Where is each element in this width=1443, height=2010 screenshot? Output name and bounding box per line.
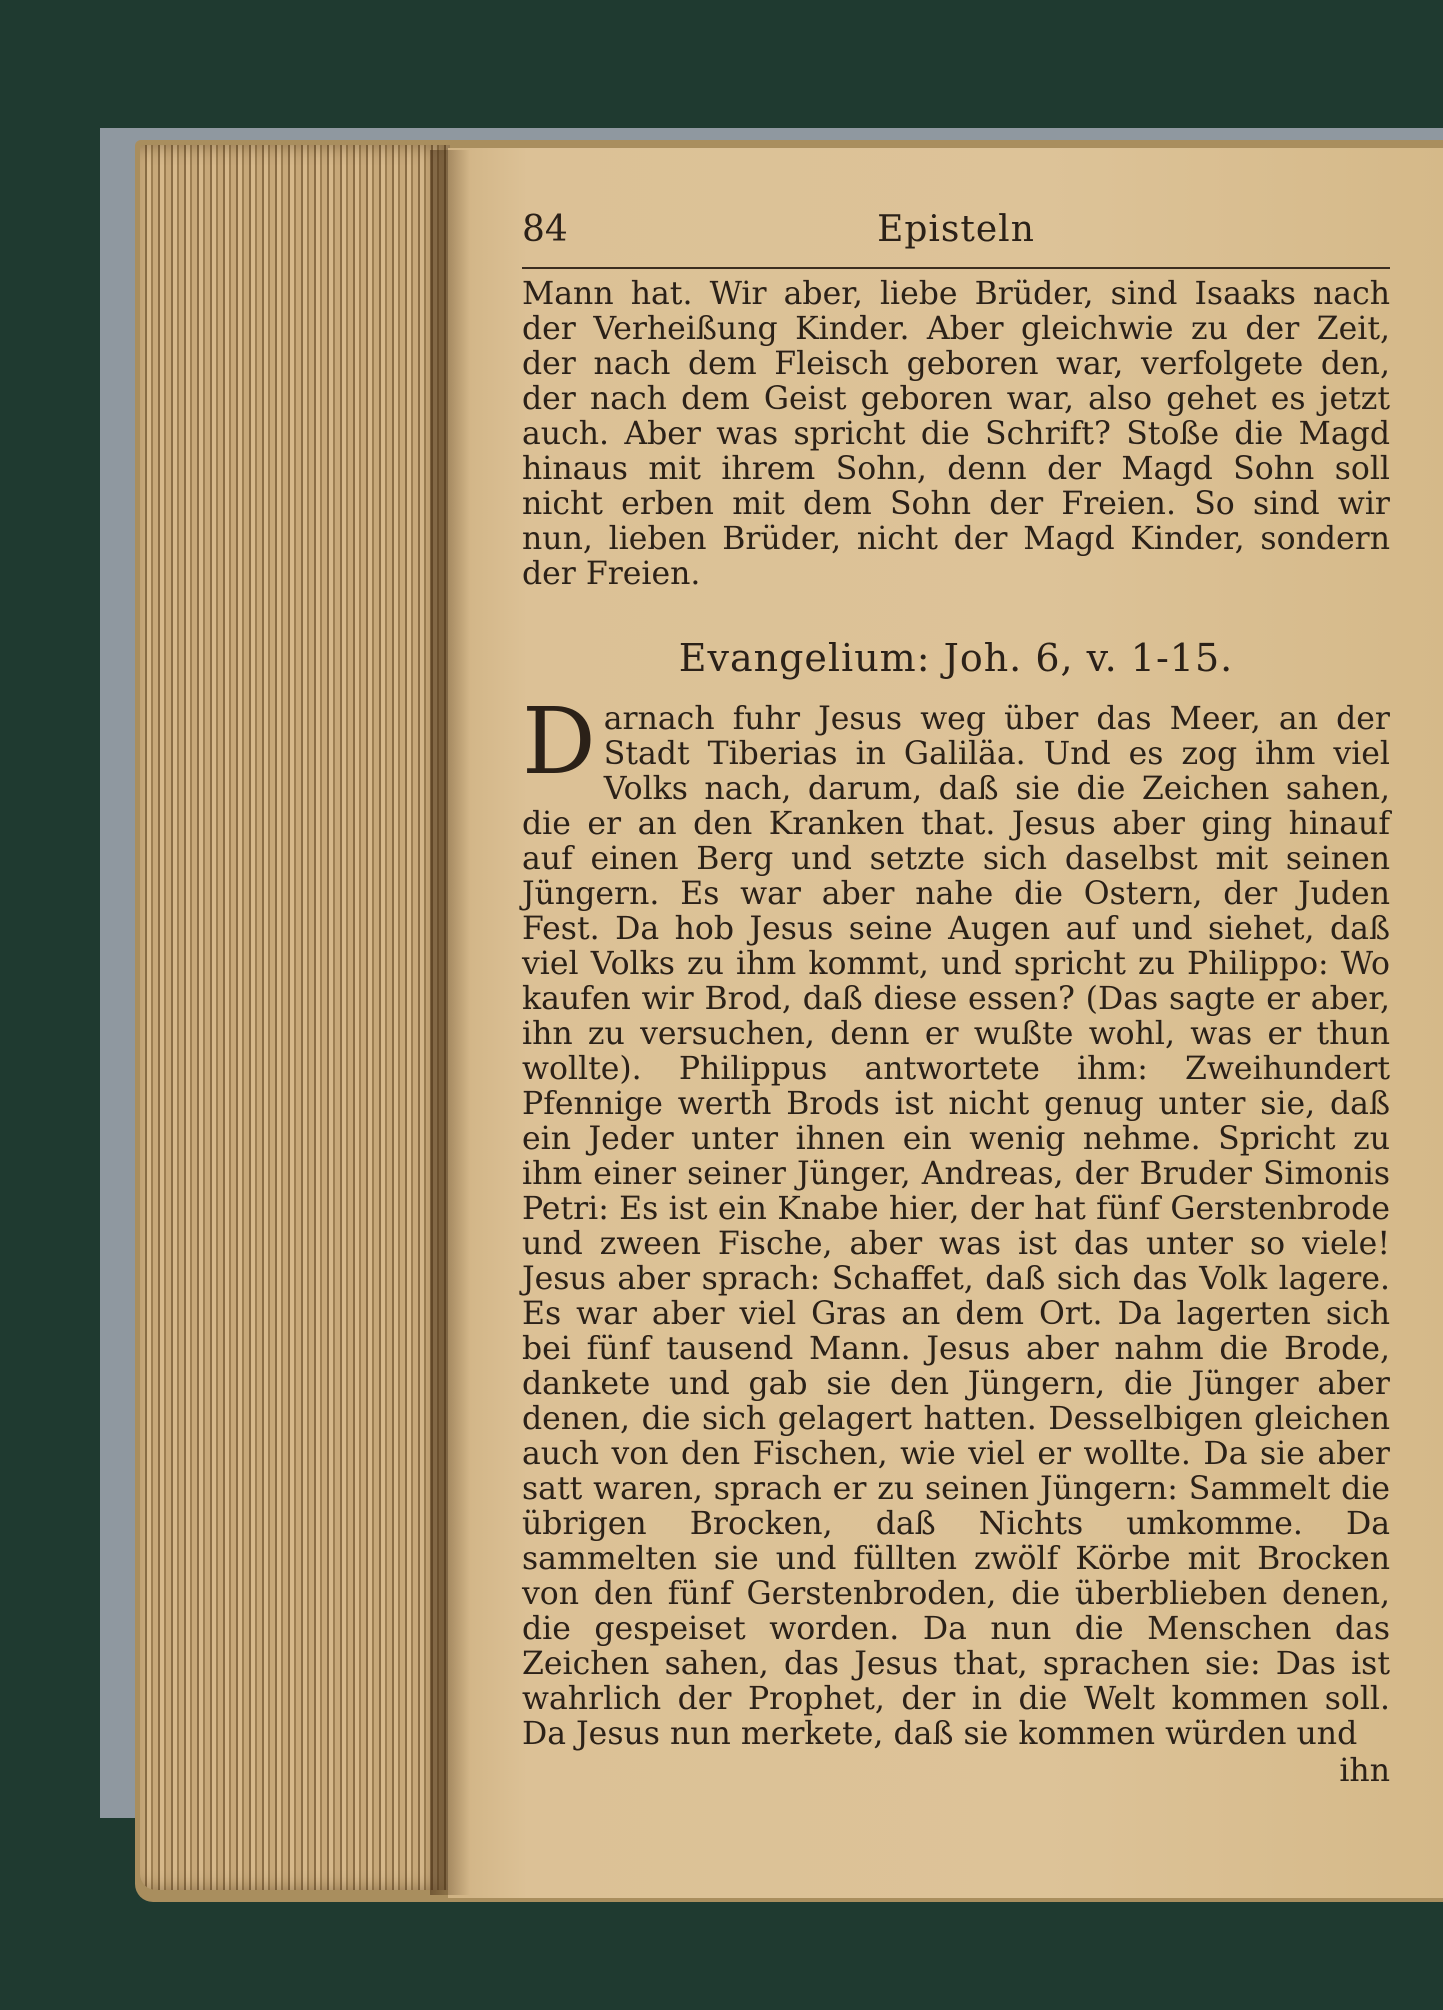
page-edges [140,145,450,1890]
gospel-heading: Evangelium: Joh. 6, v. 1-15. [678,636,1234,680]
epistle-text: Mann hat. Wir aber, liebe Brüder, sind Isaaks nach der Verheißung Kinder. Aber gleichwie zu der Zeit, der nach dem Fleisch geboren war, verfolgete den, der nach dem Geist geboren war, also gehet es jetzt auch. Aber was spricht die Schrift? Stoße die Magd hinaus mit ihrem Sohn, denn der Magd Sohn soll nicht erben mit dem Sohn der Freien. So sind wir nun, lieben Brüder, nicht der Magd Kinder, sondern der Freien. [522,276,1390,592]
header-title: Episteln [877,209,1035,250]
gospel-text: arnach fuhr Jesus weg über das Meer, an der Stadt Tiberias in Galiläa. Und es zog ihm viel Volks nach, darum, daß sie die Zeichen sahen, die er an den Kranken that. Jesus aber ging hinauf auf einen Berg und setzte sich daselbst mit seinen Jüngern. Es war aber nahe die Ostern, der Juden Fest. Da hob Jesus seine Augen auf und siehet, daß viel Volks zu ihm kommt, und spricht zu Philippo: Wo kaufen wir Brod, daß diese essen? (Das sagte er aber, ihn zu versuchen, denn er wußte wohl, was er thun wollte). Philippus antwortete ihm: Zweihundert Pfennige werth Brods ist nicht genug unter sie, daß ein Jeder unter ihnen ein wenig nehme. Spricht zu ihm einer seiner Jünger, Andreas, der Bruder Simonis Petri: Es ist ein Knabe hier, der hat fünf Gerstenbrode und zween Fische, aber was ist das unter so viele! Jesus aber sprach: Schaffet, daß sich das Volk lagere. Es war aber viel Gras an dem Ort. Da lagerten sich bei fünf tausend Mann. Jesus aber nahm die Brode, dankete und gab sie den Jüngern, die Jünger aber denen, die sich gelagert hatten. Desselbigen gleichen auch von den Fischen, wie viel er wollte. Da sie aber satt waren, sprach er zu seinen Jüngern: Sammelt die übrigen Brocken, daß Nichts umkomme. Da sammelten sie und füllten zwölf Körbe mit Brocken von den fünf Gerstenbroden, die überblieben denen, die gespeiset worden. Da nun die Menschen das Zeichen sahen, das Jesus that, sprachen sie: Das ist wahrlich der Prophet, der in die Welt kommen soll. Da Jesus nun merkete, daß sie kommen würden und [522,701,1390,1752]
gospel-text-block [522,688,1390,1752]
header-rule [522,267,1390,269]
running-head [522,205,1390,255]
page-number: 84 [522,209,568,250]
gutter-shadow [430,150,470,1895]
page-content [522,205,1390,1789]
catchword: ihn [1339,1753,1390,1789]
drop-cap: D [522,688,596,795]
